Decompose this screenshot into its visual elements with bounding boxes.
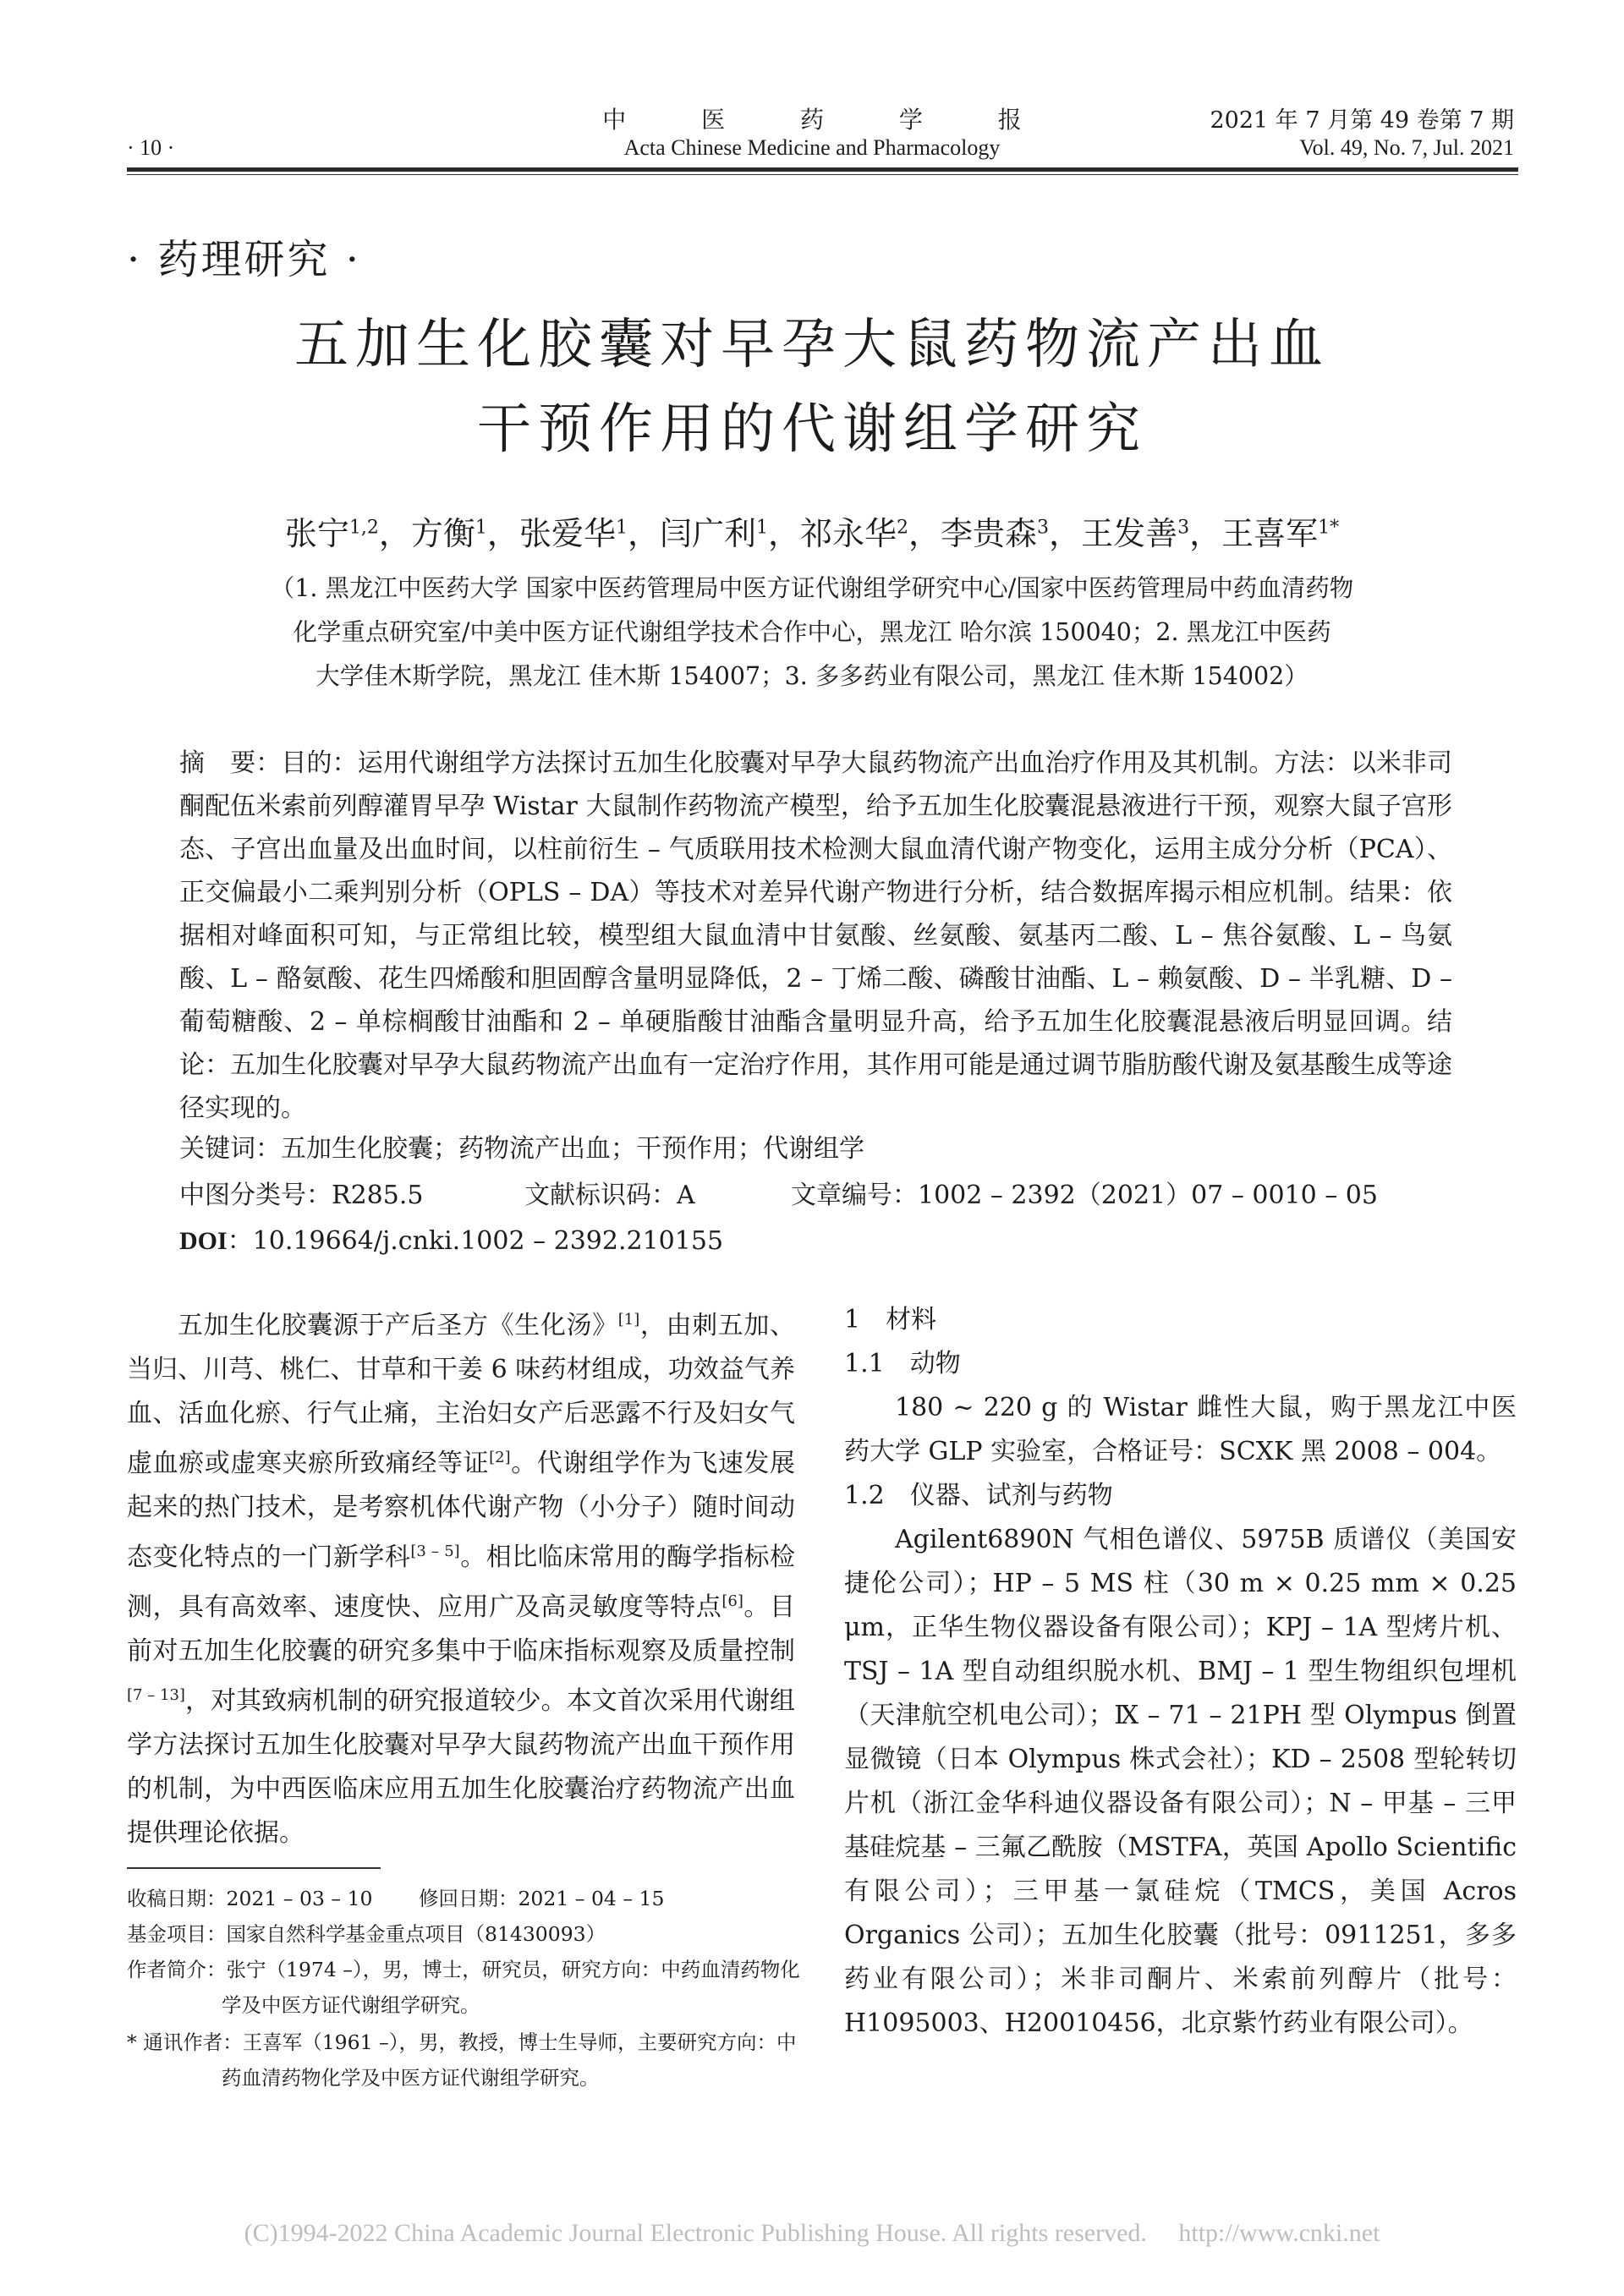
affiliation-line: （1. 黑龙江中医药大学 国家中医药管理局中医方证代谢组学研究中心/国家中医药管理局中药血清药物 xyxy=(270,574,1354,602)
affiliation-line: 化学重点研究室/中美中医方证代谢组学技术合作中心，黑龙江 哈尔滨 150040；2. 黑龙江中医药 xyxy=(293,618,1331,646)
author-affil-sup: 1 xyxy=(615,517,628,539)
author-name: 李贵森 xyxy=(941,515,1038,552)
author-name: 王喜军 xyxy=(1221,515,1319,552)
text-span: 。目前对五加生化胶囊的研究多集中于临床指标观察及质量控制 xyxy=(127,1592,796,1666)
keywords: 关键词：五加生化胶囊；药物流产出血；干预作用；代谢组学 xyxy=(179,1134,864,1164)
author-name: 祁永华 xyxy=(800,515,897,552)
header-rule-thick xyxy=(127,167,1518,172)
footnote-author-cont xyxy=(127,1987,804,2023)
journal-name-cn: 中 医 药 学 报 xyxy=(602,106,1056,134)
abstract-label: 摘 要： xyxy=(179,748,282,778)
author-list: 张宁$^{1,2}$，方衡$^1$，张爱华$^1$，闫广利$^1$，祁永华$^2$，李贵森$^3$，王发善$^3$，王喜军$^{1*}$ xyxy=(284,515,1340,552)
citation[interactable]: [7 – 13] xyxy=(127,1686,185,1704)
author-affil-sup: 1,2 xyxy=(348,517,379,539)
paper-title-line1: 五加生化胶囊对早孕大鼠药物流产出血 xyxy=(294,314,1330,376)
text-span: 。代谢组学作为飞速发展起来的热门技术，是考察机体代谢产物（小分子）随时间动态变化特点的一门新学科 xyxy=(127,1449,796,1572)
author-name: 张宁 xyxy=(284,515,349,552)
citation[interactable]: [3 – 5] xyxy=(410,1543,460,1560)
doi-label: DOI xyxy=(179,1227,228,1255)
footnote-corresponding-cont xyxy=(127,2060,804,2096)
footnote-fund: 基金项目：国家自然科学基金重点项目（81430093） xyxy=(127,1922,606,1946)
footnote-author: 作者简介：张宁（1974 –），男，博士，研究员，研究方向：中药血清药物化 xyxy=(127,1958,800,1981)
heading-instruments: 1.2 仪器、试剂与药物 xyxy=(844,1481,1113,1510)
author-name: 王发善 xyxy=(1081,515,1178,552)
article-number: 文章编号：1002 – 2392（2021）07 – 0010 – 05 xyxy=(791,1181,1378,1210)
author-affil-sup: 1* xyxy=(1318,517,1340,539)
author-affil-sup: 3 xyxy=(1177,517,1190,539)
author-name: 张爱华 xyxy=(518,515,616,552)
abstract xyxy=(179,742,1452,1130)
issue-info-en: Vol. 49, No. 7, Jul. 2021 xyxy=(1299,135,1514,160)
header-rule-thin xyxy=(127,174,1518,175)
citation[interactable]: [2] xyxy=(489,1449,511,1466)
text-span: 。相比临床常用的酶学指标检测，具有高效率、速度快、应用广及高灵敏度等特点 xyxy=(127,1543,795,1622)
heading-materials: 1 材料 xyxy=(844,1305,937,1334)
footnote-rule xyxy=(127,1867,381,1869)
author-affil-sup: 1 xyxy=(475,517,487,539)
paragraph-animals: 180 ~ 220 g 的 Wistar 雌性大鼠，购于黑龙江中医药大学 GLP 实验室，合格证号：SCXK 黑 2008 – 004。 xyxy=(844,1393,1517,1466)
issue-info-cn: 2021 年 7 月第 49 卷第 7 期 xyxy=(1210,107,1514,134)
paper-title-line2: 干预作用的代谢组学研究 xyxy=(477,398,1147,461)
heading-animals: 1.1 动物 xyxy=(844,1349,961,1378)
author-affil-sup: 2 xyxy=(897,517,909,539)
copyright-notice: (C)1994-2022 China Academic Journal Electronic Publishing House. All rights reserved. http://www.cnki.net xyxy=(244,2219,1380,2247)
intro-paragraph xyxy=(127,1298,795,1855)
footnote-corresponding-cont-text: 药血清药物化学及中医方证代谢组学研究。 xyxy=(222,2066,600,2090)
affiliations xyxy=(0,567,1624,699)
text-span: ，由刺五加、当归、川芎、桃仁、甘草和干姜 6 味药材组成，功效益气养血、活血化瘀、行气止痛，主治妇女产后恶露不行及妇女气虚血瘀或虚寒夹瘀所致痛经等证 xyxy=(127,1311,796,1478)
journal-name-en: Acta Chinese Medicine and Pharmacology xyxy=(623,135,1001,160)
author-affil-sup: 3 xyxy=(1037,517,1050,539)
section-label: · 药理研究 · xyxy=(127,236,362,283)
author-affil-sup: 1 xyxy=(755,517,768,539)
footnote-dates: 收稿日期：2021 – 03 – 10 修回日期：2021 – 04 – 15 xyxy=(127,1887,665,1910)
abstract-text: 目的：运用代谢组学方法探讨五加生化胶囊对早孕大鼠药物流产出血治疗作用及其机制。方法：以米非司酮配伍米索前列醇灌胃早孕 Wistar 大鼠制作药物流产模型，给予五加生化胶囊混悬液进行干预，观察大鼠子宫形态、子宫出血量及出血时间，以柱前衍生 – 气质联用技术检测大鼠血清代谢产物变化，运用主成分分析（PCA）、正交偏最小二乘判别分析（OPLS – DA）等技术对差异代谢产物进行分析，结合数据库揭示相应机制。结果：依据相对峰面积可知，与正常组比较，模型组大鼠血清中甘氨酸、丝氨酸、氨基丙二酸、L – 焦谷氨酸、L – 鸟氨酸、L – 酪氨酸、花生四烯酸和胆固醇含量明显降低，2 – 丁烯二酸、磷酸甘油酯、L – 赖氨酸、D – 半乳糖、D – 葡萄糖酸、2 – 单棕榈酸甘油酯和 2 – 单硬脂酸甘油酯含量明显升高，给予五加生化胶囊混悬液后明显回调。结论：五加生化胶囊对早孕大鼠药物流产出血有一定治疗作用，其作用可能是通过调节脂肪酸代谢及氨基酸生成等途径实现的。 xyxy=(179,748,1453,1123)
page-number: · 10 · xyxy=(127,135,175,160)
footnote-author-cont-text: 学及中医方证代谢组学研究。 xyxy=(222,1993,480,2017)
footnote-corresponding: * 通讯作者：王喜军（1961 –），男，教授，博士生导师，主要研究方向：中 xyxy=(127,2030,797,2054)
text-span: ，对其致病机制的研究报道较少。本文首次采用代谢组学方法探讨五加生化胶囊对早孕大鼠药物流产出血干预作用的机制，为中西医临床应用五加生化胶囊治疗药物流产出血提供理论依据。 xyxy=(127,1686,795,1848)
author-name: 方衡 xyxy=(410,515,475,552)
affiliation-line: 大学佳木斯学院，黑龙江 佳木斯 154007；3. 多多药业有限公司，黑龙江 佳木斯 154002） xyxy=(315,662,1309,690)
citation[interactable]: [1] xyxy=(617,1311,640,1329)
author-name: 闫广利 xyxy=(659,515,756,552)
clc-number: 中图分类号：R285.5 xyxy=(179,1181,424,1210)
document-code: 文献标识码：A xyxy=(524,1181,695,1210)
text-span: 五加生化胶囊源于产后圣方《生化汤》 xyxy=(178,1311,618,1340)
doi xyxy=(179,1219,723,1257)
doi-value: ：10.19664/j.cnki.1002 – 2392.210155 xyxy=(227,1226,724,1256)
paragraph-instruments: Agilent6890N 气相色谱仪、5975B 质谱仪（美国安捷伦公司）；HP – 5 MS 柱（30 m × 0.25 mm × 0.25 μm，正华生物仪器设备有限公司）；KPJ – 1A 型烤片机、TSJ – 1A 型自动组织脱水机、BMJ – 1 型生物组织包埋机（天津航空机电公司）；Ⅸ – 71 – 21PH 型 Olympus 倒置显微镜（日本 Olympus 株式会社）；KD – 2508 型轮转切片机（浙江金华科迪仪器设备有限公司）；N – 甲基 – 三甲基硅烷基 – 三氟乙酰胺（MSTFA，英国 Apollo Scientific 有限公司）；三甲基一氯硅烷（TMCS，美国 Acros Organics 公司）；五加生化胶囊（批号：0911251，多多药业有限公司）；米非司酮片、米索前列醇片（批号：H1095003、H20010456，北京紫竹药业有限公司）。 xyxy=(844,1525,1517,2038)
citation[interactable]: [6] xyxy=(721,1592,743,1610)
